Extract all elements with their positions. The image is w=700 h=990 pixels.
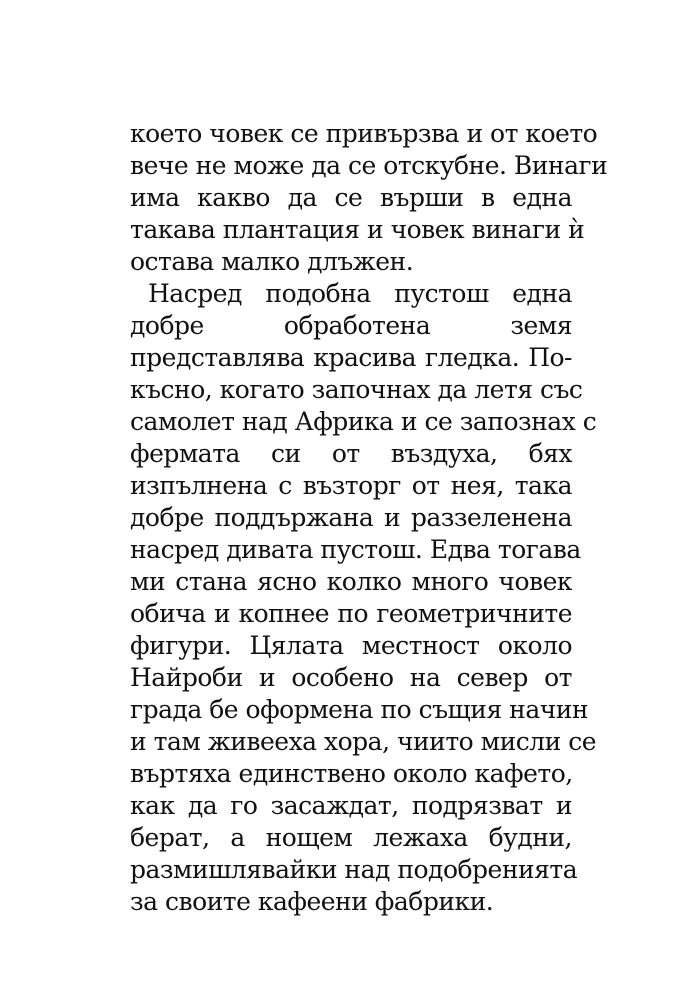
text-line: ми стана ясно колко много човек (130, 567, 572, 596)
text-line: изпълнена с възторг от нея, така (130, 471, 572, 500)
text-line: има какво да се върши в една (130, 183, 572, 212)
text-line: такава плантация и човек винаги ѝ (130, 215, 585, 244)
text-line: обича и копнее по геометричните (130, 599, 572, 628)
text-line: как да го засаждат, подрязват и (130, 791, 572, 820)
text-line: въртяха единствено около кафето, (130, 759, 573, 788)
text-line: вече не може да се отскубне. Винаги (130, 151, 608, 180)
text-line: представлява красива гледка. По- (130, 343, 572, 372)
text-line: берат, а нощем лежаха будни, (130, 823, 572, 852)
text-line: и там живееха хора, чиито мисли се (130, 727, 597, 756)
text-line: насред дивата пустош. Едва тогава (130, 535, 581, 564)
text-line: късно, когато започнах да летя със (130, 375, 583, 404)
text-line: фермата си от въздуха, бях (130, 439, 572, 468)
text-line: което човек се привързва и от което (130, 119, 598, 148)
text-line: добре поддържана и раззеленена (130, 503, 572, 532)
text-line: размишлявайки над подобренията (130, 855, 578, 884)
text-line: самолет над Африка и се запознах с (130, 407, 597, 436)
text-line: града бе оформена по същия начин (130, 695, 589, 724)
text-line: фигури. Цялата местност около (130, 631, 572, 660)
body-text (130, 118, 608, 918)
text-line: Насред подобна пустош една (148, 279, 572, 308)
text-line: Найроби и особено на север от (130, 663, 572, 692)
text-line: добре обработена земя (130, 311, 572, 340)
text-line: остава малко длъжен. (130, 247, 414, 276)
text-line: за своите кафеени фабрики. (130, 887, 494, 916)
